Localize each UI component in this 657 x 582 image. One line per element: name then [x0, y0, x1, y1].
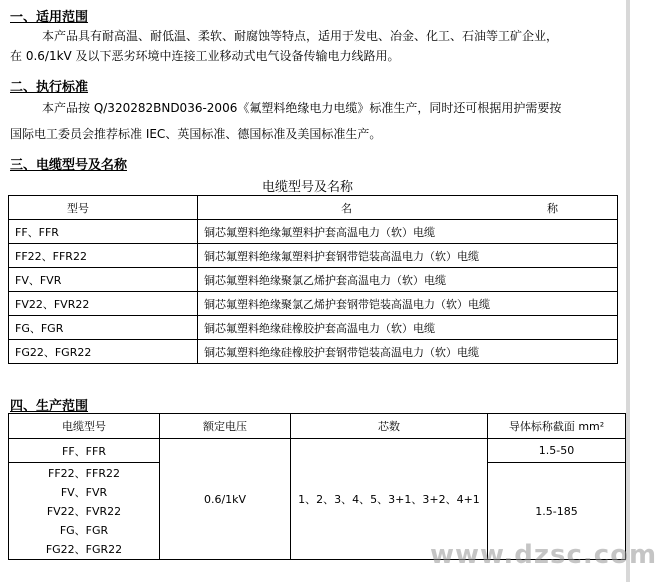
header-name-part2: 称 [547, 201, 558, 215]
row-model: FV、FVR [9, 268, 198, 292]
table-header-row [9, 196, 618, 220]
table-row [9, 340, 618, 364]
cross-section-b: 1.5-185 [488, 463, 626, 560]
range-model: FV22、FVR22 [46, 504, 122, 518]
table-row [9, 268, 618, 292]
row-name: 铜芯氟塑料绝缘硅橡胶护套钢带铠装高温电力（软）电缆 [198, 340, 618, 364]
watermark: www.dzsc.com [430, 540, 657, 570]
section2-line1: 本产品按 Q/320282BND036-2006《氟塑料绝缘电力电缆》标准生产，同时还可根据用护需要按 [42, 101, 562, 115]
row-name: 铜芯氟塑料绝缘聚氯乙烯护套高温电力（软）电缆 [198, 268, 618, 292]
range-model: FG22、FGR22 [45, 542, 123, 556]
header-cores: 芯数 [291, 414, 488, 439]
header-name [198, 196, 618, 220]
range-model: FG、FGR [59, 523, 109, 537]
cross-section-a: 1.5-50 [488, 439, 626, 463]
row-name: 铜芯氟塑料绝缘聚氯乙烯护套钢带铠装高温电力（软）电缆 [198, 292, 618, 316]
section4-heading: 四、生产范围 [10, 399, 89, 414]
section1-heading: 一、适用范围 [10, 10, 89, 25]
row-model: FF22、FFR22 [9, 244, 198, 268]
cable-model-table [8, 195, 618, 364]
header-name-part1: 名 [341, 201, 352, 215]
range-model: FF、FFR [9, 439, 160, 463]
row-model: FG22、FGR22 [9, 340, 198, 364]
production-range-table [8, 413, 626, 560]
range-header-row [9, 414, 626, 439]
row-name: 铜芯氟塑料绝缘氟塑料护套钢带铠装高温电力（软）电缆 [198, 244, 618, 268]
row-model: FV22、FVR22 [9, 292, 198, 316]
range-models-group [9, 463, 160, 560]
table-row [9, 244, 618, 268]
row-model: FG、FGR [9, 316, 198, 340]
row-model: FF、FFR [9, 220, 198, 244]
table-row [9, 220, 618, 244]
header-cable-model: 电缆型号 [9, 414, 160, 439]
table-row [9, 292, 618, 316]
row-name: 铜芯氟塑料绝缘硅橡胶护套高温电力（软）电缆 [198, 316, 618, 340]
section2-heading: 二、执行标准 [10, 80, 89, 95]
range-model: FF22、FFR22 [48, 466, 120, 480]
header-cross-section: 导体标称截面 mm² [488, 414, 626, 439]
section2-line2: 国际电工委员会推荐标准 IEC、英国标准、德国标准及美国标准生产。 [10, 127, 382, 141]
scrollbar-edge [626, 0, 630, 582]
rated-voltage-value: 0.6/1kV [160, 439, 291, 560]
table-row [9, 316, 618, 340]
section1-line2: 在 0.6/1kV 及以下恶劣环境中连接工业移动式电气设备传输电力线路用。 [10, 49, 400, 63]
table-caption: 电缆型号及名称 [262, 180, 354, 195]
section1-line1: 本产品具有耐高温、耐低温、柔软、耐腐蚀等特点，适用于发电、冶金、化工、石油等工矿企业， [42, 29, 559, 43]
range-model: FV、FVR [60, 485, 108, 499]
header-rated-voltage: 额定电压 [160, 414, 291, 439]
cores-value: 1、2、3、4、5、3+1、3+2、4+1 [291, 439, 488, 560]
row-name: 铜芯氟塑料绝缘氟塑料护套高温电力（软）电缆 [198, 220, 618, 244]
header-model: 型号 [9, 196, 198, 220]
section3-heading: 三、电缆型号及名称 [10, 158, 128, 173]
range-row [9, 439, 626, 463]
